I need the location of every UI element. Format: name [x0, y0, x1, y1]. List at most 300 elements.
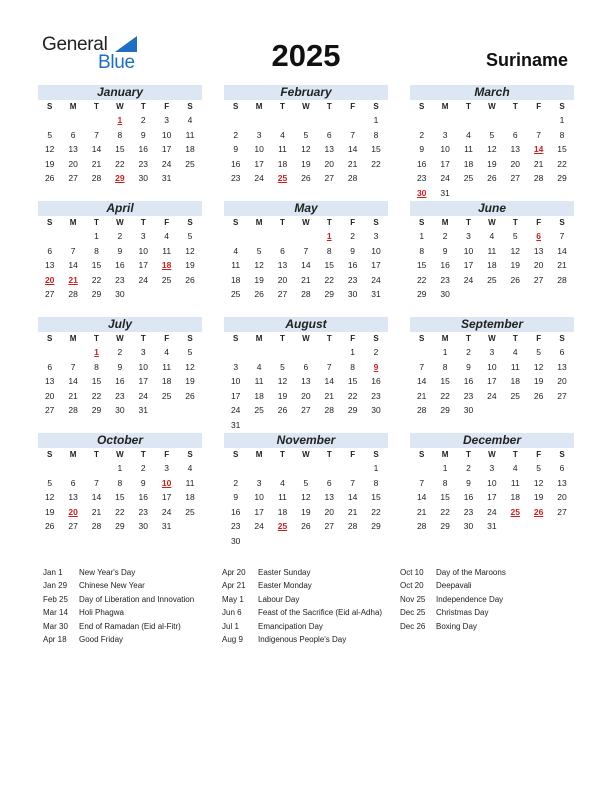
week-row — [410, 157, 574, 172]
week-row — [410, 273, 574, 288]
calendar-day: 5 — [187, 347, 193, 357]
calendar-day: 9 — [233, 492, 239, 502]
empty-day — [364, 171, 387, 186]
empty-day — [294, 229, 317, 244]
holiday-column — [222, 566, 382, 646]
calendar-day: 7 — [94, 129, 99, 140]
empty-day — [247, 534, 270, 549]
week-row — [224, 461, 388, 476]
holiday-item-date: Mar 30 — [43, 621, 68, 631]
calendar-day: 6 — [303, 361, 309, 372]
calendar-day: 19 — [510, 260, 520, 270]
empty-day — [247, 113, 270, 128]
weekday-label: M — [255, 334, 263, 343]
calendar-day: 4 — [256, 361, 262, 372]
empty-day — [271, 461, 294, 476]
weekday-label: T — [466, 450, 471, 459]
calendar-day: 6 — [559, 463, 565, 473]
empty-day — [271, 345, 294, 360]
weekday-label: W — [302, 450, 310, 459]
calendar-day: 1 — [559, 115, 565, 125]
calendar-day: 27 — [68, 173, 78, 183]
calendar-day: 7 — [326, 361, 332, 372]
calendar-day: 27 — [324, 173, 334, 183]
holiday-item-name: Christmas Day — [436, 608, 489, 618]
calendar-day: 10 — [254, 144, 264, 154]
calendar-day: 3 — [373, 231, 379, 241]
weekday-label: T — [140, 102, 146, 111]
calendar-day: 21 — [416, 506, 427, 517]
calendar-day: 18 — [463, 158, 474, 169]
calendar-day: 15 — [91, 376, 102, 386]
holiday-date: 26 — [533, 506, 544, 517]
calendar-day: 10 — [371, 245, 381, 256]
calendar-day: 21 — [91, 158, 102, 169]
calendar-day: 27 — [510, 173, 520, 183]
calendar-day: 1 — [373, 463, 379, 473]
calendar-day: 28 — [557, 274, 567, 285]
calendar-day: 24 — [254, 173, 264, 183]
calendar-day: 21 — [324, 390, 334, 401]
calendar-day: 28 — [324, 405, 334, 415]
empty-day — [38, 113, 61, 128]
calendar-day: 3 — [164, 463, 170, 473]
calendar-day: 27 — [557, 390, 567, 401]
weekday-label: M — [69, 334, 77, 343]
weekday-label: S — [559, 450, 565, 459]
holiday-item-name: Easter Sunday — [258, 568, 311, 577]
calendar-day: 4 — [466, 129, 471, 140]
holiday-date: 10 — [161, 477, 172, 488]
week-row — [38, 374, 202, 389]
holiday-item — [222, 593, 382, 606]
month-title: June — [410, 201, 574, 216]
calendar-day: 3 — [256, 129, 262, 140]
calendar-day: 22 — [557, 158, 567, 169]
weekday-header — [224, 216, 388, 229]
calendar-day: 19 — [533, 376, 544, 386]
weekday-header — [410, 216, 574, 229]
calendar-day: 6 — [280, 245, 285, 256]
weekday-label: M — [255, 218, 263, 227]
holiday-date: 14 — [533, 144, 544, 154]
calendar-day: 10 — [230, 376, 241, 386]
empty-day — [132, 287, 155, 302]
calendar-day: 4 — [164, 347, 170, 357]
weekday-label: F — [164, 102, 170, 111]
calendar-day: 17 — [138, 376, 148, 386]
calendar-day: 23 — [440, 274, 450, 285]
calendar-day: 5 — [47, 477, 53, 488]
calendar-day: 12 — [44, 144, 55, 154]
holiday-item-date: Mar 14 — [43, 608, 68, 618]
calendar-day: 15 — [347, 376, 358, 386]
empty-day — [318, 461, 341, 476]
empty-day — [457, 186, 480, 201]
holiday-item — [43, 633, 194, 646]
calendar-day: 15 — [371, 492, 381, 502]
empty-day — [457, 287, 480, 302]
month-title: February — [224, 85, 388, 100]
calendar-day: 19 — [533, 492, 544, 502]
calendar-day: 22 — [440, 390, 450, 401]
calendar-day: 3 — [140, 347, 146, 357]
week-row — [410, 345, 574, 360]
calendar-day: 2 — [466, 463, 471, 473]
calendar-day: 7 — [350, 477, 356, 488]
calendar-day: 30 — [463, 521, 474, 531]
weekday-label: M — [69, 218, 77, 227]
weekday-header — [410, 448, 574, 461]
week-row — [410, 229, 574, 244]
calendar-day: 19 — [487, 158, 497, 169]
calendar-day: 12 — [301, 492, 311, 502]
empty-day — [38, 229, 61, 244]
calendar-day: 26 — [254, 289, 264, 299]
calendar-day: 12 — [301, 144, 311, 154]
calendar-day: 28 — [533, 173, 544, 183]
calendar-day: 3 — [489, 463, 495, 473]
holiday-column — [400, 566, 506, 633]
holiday-item-date: Apr 20 — [222, 568, 246, 577]
weekday-label: F — [536, 218, 542, 227]
calendar-day: 4 — [512, 347, 518, 357]
empty-day — [433, 113, 456, 128]
calendar-day: 12 — [254, 260, 264, 270]
empty-day — [85, 113, 108, 128]
calendar-day: 31 — [230, 419, 241, 430]
calendar-day: 18 — [277, 506, 288, 517]
calendar-day: 17 — [138, 260, 148, 270]
calendar-day: 12 — [533, 361, 544, 372]
empty-day — [550, 519, 573, 534]
weekday-label: F — [536, 102, 542, 111]
calendar-day: 16 — [138, 144, 148, 154]
calendar-day: 23 — [416, 173, 427, 183]
calendar-day: 22 — [115, 506, 125, 517]
calendar-day: 8 — [326, 245, 332, 256]
calendar-day: 13 — [324, 492, 334, 502]
calendar-day: 24 — [440, 173, 450, 183]
calendar-day: 17 — [161, 144, 172, 154]
weekday-header — [38, 448, 202, 461]
empty-day — [410, 345, 433, 360]
calendar-day: 14 — [324, 376, 334, 386]
holiday-item-date: Apr 18 — [43, 635, 67, 645]
calendar-day: 13 — [557, 477, 567, 488]
weekday-header — [224, 332, 388, 345]
weekday-label: S — [559, 218, 565, 227]
month-title: December — [410, 433, 574, 448]
empty-day — [341, 461, 364, 476]
calendar-day: 13 — [301, 376, 311, 386]
holiday-item-name: New Year's Day — [79, 568, 136, 577]
weekday-label: S — [373, 450, 379, 459]
weekday-label: W — [302, 102, 310, 111]
calendar-day: 1 — [442, 463, 448, 473]
week-row — [38, 403, 202, 418]
calendar-day: 13 — [68, 144, 78, 154]
calendar-day: 23 — [463, 390, 474, 401]
calendar-day: 30 — [138, 521, 148, 531]
calendar-day: 7 — [70, 245, 76, 256]
weekday-label: T — [94, 334, 99, 343]
calendar-day: 5 — [512, 231, 518, 241]
calendar-day: 1 — [350, 347, 356, 357]
week-row — [224, 171, 388, 186]
calendar-day: 1 — [442, 347, 448, 357]
calendar-day: 20 — [324, 506, 334, 517]
calendar-day: 6 — [559, 347, 565, 357]
week-row — [38, 244, 202, 259]
week-row — [38, 505, 202, 520]
calendar-day: 11 — [510, 477, 520, 488]
week-row — [410, 171, 574, 186]
calendar-day: 8 — [373, 129, 379, 140]
calendar-day: 7 — [94, 477, 99, 488]
week-row — [38, 273, 202, 288]
empty-day — [550, 287, 573, 302]
weekday-label: F — [164, 450, 170, 459]
weekday-header — [410, 100, 574, 113]
holiday-item-date: Dec 26 — [400, 621, 426, 631]
calendar-day: 7 — [419, 477, 425, 488]
empty-day — [271, 113, 294, 128]
calendar-day: 2 — [117, 347, 123, 357]
holiday-column — [43, 566, 194, 646]
month-august — [224, 317, 388, 432]
calendar-day: 4 — [187, 115, 193, 125]
calendar-day: 31 — [440, 187, 450, 198]
weekday-label: F — [350, 334, 356, 343]
calendar-day: 14 — [347, 144, 358, 154]
month-june — [410, 201, 574, 302]
holiday-item-date: Jan 1 — [43, 568, 63, 577]
calendar-day: 30 — [463, 405, 474, 415]
empty-day — [224, 229, 247, 244]
calendar-day: 23 — [230, 173, 241, 183]
calendar-day: 10 — [161, 129, 172, 140]
month-november — [224, 433, 388, 548]
calendar-day: 19 — [301, 158, 311, 169]
week-row — [38, 171, 202, 186]
empty-day — [85, 461, 108, 476]
holiday-item — [222, 620, 382, 633]
weekday-label: M — [441, 334, 449, 343]
empty-day — [247, 229, 270, 244]
weekday-label: W — [116, 334, 124, 343]
week-row — [224, 258, 388, 273]
calendar-day: 30 — [115, 289, 125, 299]
calendar-day: 1 — [419, 231, 425, 241]
calendar-day: 10 — [254, 492, 264, 502]
calendar-day: 11 — [162, 245, 172, 256]
weekday-label: T — [280, 218, 285, 227]
calendar-day: 20 — [44, 390, 55, 401]
calendar-day: 23 — [115, 390, 125, 401]
holiday-date: 18 — [161, 260, 172, 270]
calendar-day: 23 — [463, 506, 474, 517]
empty-day — [61, 113, 84, 128]
calendar-day: 16 — [230, 506, 241, 517]
calendar-day: 25 — [254, 405, 264, 415]
calendar-day: 18 — [487, 260, 497, 270]
calendar-day: 13 — [324, 144, 334, 154]
empty-day — [38, 461, 61, 476]
calendar-day: 25 — [185, 158, 195, 169]
empty-day — [224, 113, 247, 128]
weekday-label: W — [116, 102, 124, 111]
calendar-day: 18 — [277, 158, 288, 169]
calendar-day: 2 — [140, 463, 146, 473]
calendar-day: 14 — [68, 260, 78, 270]
empty-day — [61, 229, 84, 244]
calendar-day: 19 — [301, 506, 311, 517]
calendar-day: 18 — [185, 144, 195, 154]
calendar-day: 28 — [416, 405, 427, 415]
holiday-date: 1 — [326, 231, 332, 241]
week-row — [410, 403, 574, 418]
holiday-item-date: Oct 10 — [400, 568, 424, 577]
holiday-item — [400, 566, 506, 579]
weekday-label: T — [140, 218, 146, 227]
calendar-day: 31 — [138, 405, 148, 415]
empty-day — [294, 113, 317, 128]
holiday-item-name: Independence Day — [436, 594, 504, 604]
weekday-label: S — [233, 218, 239, 227]
weekday-label: T — [280, 102, 285, 111]
calendar-day: 20 — [557, 492, 567, 502]
week-row — [410, 128, 574, 143]
holiday-item-date: May 1 — [222, 594, 244, 604]
weekday-header — [38, 332, 202, 345]
calendar-day: 10 — [487, 361, 497, 372]
calendar-day: 21 — [347, 506, 358, 517]
weekday-label: T — [326, 334, 332, 343]
calendar-day: 16 — [230, 158, 241, 169]
empty-day — [504, 519, 527, 534]
holiday-item-name: Indigenous People's Day — [258, 635, 347, 645]
weekday-label: S — [233, 450, 239, 459]
calendar-day: 19 — [44, 158, 55, 169]
calendar-day: 26 — [185, 274, 195, 285]
weekday-label: S — [419, 450, 425, 459]
empty-day — [480, 113, 503, 128]
empty-day — [504, 186, 527, 201]
calendar-day: 6 — [70, 129, 76, 140]
calendar-day: 20 — [68, 158, 78, 169]
calendar-day: 30 — [115, 405, 125, 415]
calendar-day: 29 — [347, 405, 358, 415]
calendar-day: 11 — [278, 492, 287, 502]
calendar-day: 18 — [185, 492, 195, 502]
empty-day — [294, 461, 317, 476]
week-row — [224, 157, 388, 172]
calendar-day: 3 — [140, 231, 146, 241]
calendar-day: 7 — [303, 245, 309, 256]
calendar-day: 1 — [373, 115, 379, 125]
calendar-day: 24 — [161, 506, 172, 517]
calendar-day: 20 — [533, 260, 544, 270]
month-title: August — [224, 317, 388, 332]
calendar-day: 11 — [185, 477, 195, 488]
week-row — [410, 113, 574, 128]
holiday-date: 25 — [277, 521, 288, 531]
calendar-day: 24 — [161, 158, 172, 169]
week-row — [224, 142, 388, 157]
calendar-day: 2 — [419, 129, 425, 140]
calendar-day: 20 — [510, 158, 520, 169]
empty-day — [410, 461, 433, 476]
calendar-day: 17 — [463, 260, 474, 270]
calendar-day: 9 — [466, 477, 471, 488]
calendar-day: 9 — [117, 245, 123, 256]
weekday-label: M — [441, 218, 449, 227]
calendar-day: 5 — [256, 245, 262, 256]
calendar-day: 16 — [463, 376, 474, 386]
weekday-label: M — [441, 450, 449, 459]
calendar-day: 15 — [440, 376, 450, 386]
weekday-label: S — [187, 218, 193, 227]
weekday-header — [38, 100, 202, 113]
week-row — [224, 287, 388, 302]
month-title: May — [224, 201, 388, 216]
calendar-day: 26 — [44, 521, 55, 531]
empty-day — [247, 345, 270, 360]
month-july — [38, 317, 202, 418]
empty-day — [504, 113, 527, 128]
calendar-day: 27 — [301, 405, 311, 415]
calendar-day: 8 — [419, 245, 425, 256]
calendar-day: 17 — [230, 390, 241, 401]
week-row — [224, 244, 388, 259]
holiday-item — [400, 620, 506, 633]
calendar-day: 14 — [557, 245, 567, 256]
holiday-item-date: Apr 21 — [222, 581, 246, 591]
calendar-day: 24 — [487, 506, 497, 517]
calendar-day: 16 — [138, 492, 148, 502]
holiday-item-name: Good Friday — [79, 635, 124, 645]
weekday-label: T — [280, 334, 285, 343]
empty-day — [318, 418, 341, 433]
holiday-date: 25 — [510, 506, 520, 517]
calendar-day: 22 — [416, 274, 427, 285]
weekday-label: T — [512, 102, 518, 111]
calendar-day: 9 — [442, 245, 448, 256]
calendar-day: 27 — [324, 521, 334, 531]
calendar-day: 25 — [230, 289, 241, 299]
calendar-day: 14 — [91, 144, 102, 154]
calendar-day: 13 — [510, 144, 520, 154]
calendar-day: 16 — [371, 376, 381, 386]
empty-day — [480, 287, 503, 302]
calendar-day: 12 — [44, 492, 55, 502]
weekday-label: M — [69, 102, 77, 111]
calendar-day: 8 — [442, 361, 448, 372]
holiday-item-date: Jan 29 — [43, 581, 68, 591]
holiday-item-date: Jul 1 — [222, 621, 239, 631]
calendar-day: 29 — [557, 173, 567, 183]
calendar-day: 31 — [161, 521, 172, 531]
calendar-day: 14 — [91, 492, 102, 502]
calendar-day: 19 — [185, 260, 195, 270]
weekday-header — [224, 100, 388, 113]
calendar-day: 2 — [466, 347, 471, 357]
calendar-day: 20 — [301, 390, 311, 401]
month-title: March — [410, 85, 574, 100]
calendar-day: 20 — [277, 274, 288, 285]
calendar-day: 4 — [512, 463, 518, 473]
